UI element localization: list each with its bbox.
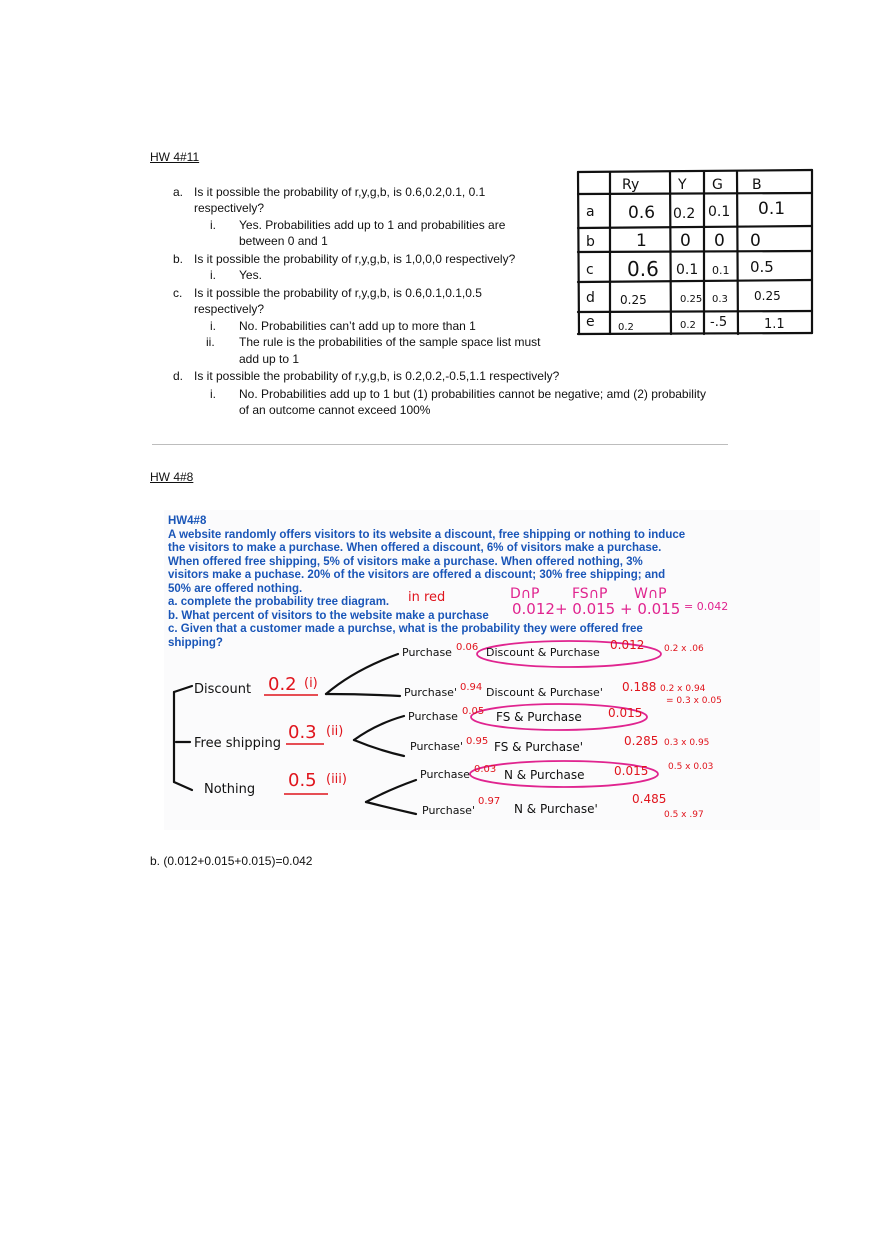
leaf-3-calc: = 0.3 x 0.05 (666, 696, 722, 706)
row-e-r: 0.2 (618, 322, 634, 333)
leaf-2-calc: 0.2 x 0.94 (660, 684, 706, 694)
item-b-i-marker: i. (210, 268, 216, 282)
leaf-6-calc: 0.5 x .97 (664, 810, 704, 820)
leaf-5-label: Purchase (420, 768, 470, 781)
note-w-and-p: W∩P (634, 586, 667, 602)
row-b-b: 0 (750, 231, 761, 251)
leaf-5-prob: 0.03 (474, 764, 497, 775)
leaf-2-value: 0.188 (622, 680, 657, 694)
row-d-label: d (586, 290, 595, 306)
row-e-g: -.5 (710, 315, 728, 330)
problem-line-5: 50% are offered nothing. (168, 582, 303, 595)
row-b-label: b (586, 234, 595, 250)
leaf-3-event: FS & Purchase (496, 710, 582, 724)
row-e-label: e (586, 314, 595, 330)
leaf-6-prob: 0.97 (478, 796, 501, 807)
row-d-g: 0.3 (712, 294, 728, 305)
problem-line-1: A website randomly offers visitors to its website a discount, free shipping or nothing to induce (168, 528, 686, 541)
item-c-i-marker: i. (210, 319, 216, 333)
item-c-ii-text-2: add up to 1 (239, 352, 300, 366)
leaf-5-event: N & Purchase (504, 768, 585, 782)
leaf-2-label: Purchase' (404, 686, 457, 699)
leaf-3-prob: 0.05 (462, 706, 485, 717)
answer-b: b. (0.012+0.015+0.015)=0.042 (150, 854, 313, 868)
row-c-label: c (586, 262, 594, 278)
leaf-4-label: Purchase' (410, 740, 463, 753)
note-sum-expression: 0.012+ 0.015 + 0.015 (512, 600, 681, 618)
item-a-i-marker: i. (210, 218, 216, 232)
hw8-title: HW 4#8 (150, 470, 194, 484)
row-d-b: 0.25 (754, 289, 781, 303)
item-d-i-marker: i. (210, 387, 216, 401)
row-c-b: 0.5 (750, 258, 774, 276)
leaf-2-prob: 0.94 (460, 682, 483, 693)
row-a-g: 0.1 (708, 204, 731, 220)
item-d-text-1: Is it possible the probability of r,y,g,b, is 0.2,0.2,-0.5,1.1 respectively? (194, 369, 560, 383)
note-sum-result: = 0.042 (684, 600, 729, 613)
branch-discount-label: Discount (194, 682, 252, 697)
table-header-y: Y (678, 177, 687, 193)
problem-line-4: visitors make a puchase. 20% of the visitors are offered a discount; 30% free shipping; and (168, 569, 666, 581)
branch-freeshipping-label: Free shipping (194, 736, 281, 751)
item-c-ii-text-1: The rule is the probabilities of the sample space list must (239, 335, 541, 349)
probability-tree-figure (164, 510, 820, 830)
leaf-5-value: 0.015 (614, 764, 649, 778)
item-b-marker: b. (173, 252, 184, 266)
branch-nothing-roman: (iii) (326, 772, 347, 787)
item-c-text-1: Is it possible the probability of r,y,g,b, is 0.6,0.1,0.1,0.5 (194, 286, 482, 300)
leaf-4-value: 0.285 (624, 734, 659, 748)
item-d-marker: d. (173, 369, 184, 383)
table-header-ry: Ry (622, 177, 640, 193)
item-b-text-1: Is it possible the probability of r,y,g,b, is 1,0,0,0 respectively? (194, 252, 516, 266)
problem-heading: HW4#8 (168, 515, 207, 527)
tree-branches (164, 510, 820, 830)
item-a-i-text-1: Yes. Probabilities add up to 1 and probabilities are (239, 218, 506, 232)
note-in-red: in red (408, 590, 446, 605)
leaf-4-prob: 0.95 (466, 736, 489, 747)
branch-freeshipping-roman: (ii) (326, 724, 344, 739)
item-a-text-2: respectively? (194, 201, 265, 215)
item-d-i-text-1: No. Probabilities add up to 1 but (1) probabilities cannot be negative; amd (2) probability (239, 387, 706, 401)
row-e-b: 1.1 (764, 317, 785, 332)
row-a-y: 0.2 (673, 206, 696, 222)
row-b-g: 0 (714, 231, 725, 251)
leaf-5-calc: 0.5 x 0.03 (668, 762, 714, 772)
leaf-3-value: 0.015 (608, 706, 643, 720)
row-a-label: a (586, 204, 595, 220)
row-d-r: 0.25 (620, 293, 647, 307)
row-c-r: 0.6 (627, 257, 659, 281)
leaf-6-value: 0.485 (632, 792, 667, 806)
leaf-1-label: Purchase (402, 646, 452, 659)
problem-line-8: c. Given that a customer made a purchse, what is the probability they were offered free (168, 623, 643, 635)
leaf-1-value: 0.012 (610, 638, 645, 652)
leaf-6-event: N & Purchase' (514, 802, 598, 816)
problem-line-2: the visitors to make a purchase. When offered a discount, 6% of visitors make a purchase. (168, 542, 662, 554)
item-c-marker: c. (173, 286, 183, 300)
leaf-6-label: Purchase' (422, 804, 475, 817)
handwritten-probability-table (572, 166, 818, 340)
row-a-b: 0.1 (758, 199, 786, 219)
table-header-b: B (752, 177, 762, 193)
problem-line-7: b. What percent of visitors to the website make a purchase (168, 609, 489, 622)
leaf-1-calc: 0.2 x .06 (664, 644, 704, 654)
row-c-y: 0.1 (676, 262, 699, 278)
leaf-4-calc: 0.3 x 0.95 (664, 738, 710, 748)
note-fs-and-p: FS∩P (572, 586, 608, 602)
item-d-i-text-2: of an outcome cannot exceed 100% (239, 403, 431, 417)
branch-discount-roman: (i) (304, 676, 318, 691)
branch-nothing-label: Nothing (204, 782, 256, 797)
branch-discount-prob: 0.2 (268, 674, 297, 695)
item-a-i-text-2: between 0 and 1 (239, 234, 328, 248)
branch-nothing-prob: 0.5 (288, 770, 317, 791)
problem-line-9: shipping? (168, 636, 223, 649)
leaf-1-prob: 0.06 (456, 642, 479, 653)
item-c-i-text-1: No. Probabilities can’t add up to more than 1 (239, 319, 476, 333)
leaf-4-event: FS & Purchase' (494, 740, 584, 754)
problem-line-3: When offered free shipping, 5% of visitors make a purchase. When offered nothing, 3% (168, 555, 643, 568)
item-c-ii-marker: ii. (206, 335, 215, 349)
problem-line-6: a. complete the probability tree diagram. (168, 596, 390, 608)
item-c-text-2: respectively? (194, 302, 265, 316)
item-a-text-1: Is it possible the probability of r,y,g,b, is 0.6,0.2,0.1, 0.1 (194, 185, 486, 199)
row-b-r: 1 (636, 231, 647, 251)
note-d-and-p: D∩P (510, 586, 540, 602)
branch-freeshipping-prob: 0.3 (288, 722, 317, 743)
item-a-marker: a. (173, 185, 184, 199)
table-header-g: G (712, 177, 723, 193)
leaf-3-label: Purchase (408, 710, 458, 723)
row-b-y: 0 (680, 231, 691, 251)
row-e-y: 0.2 (680, 320, 696, 331)
hw11-title: HW 4#11 (150, 150, 200, 164)
row-c-g: 0.1 (712, 264, 730, 277)
row-d-y: 0.25 (680, 294, 703, 305)
leaf-2-event: Discount & Purchase' (486, 686, 603, 699)
section-divider (152, 444, 728, 445)
row-a-r: 0.6 (628, 203, 656, 223)
item-b-i-text-1: Yes. (239, 268, 262, 282)
leaf-1-event: Discount & Purchase (486, 646, 600, 659)
